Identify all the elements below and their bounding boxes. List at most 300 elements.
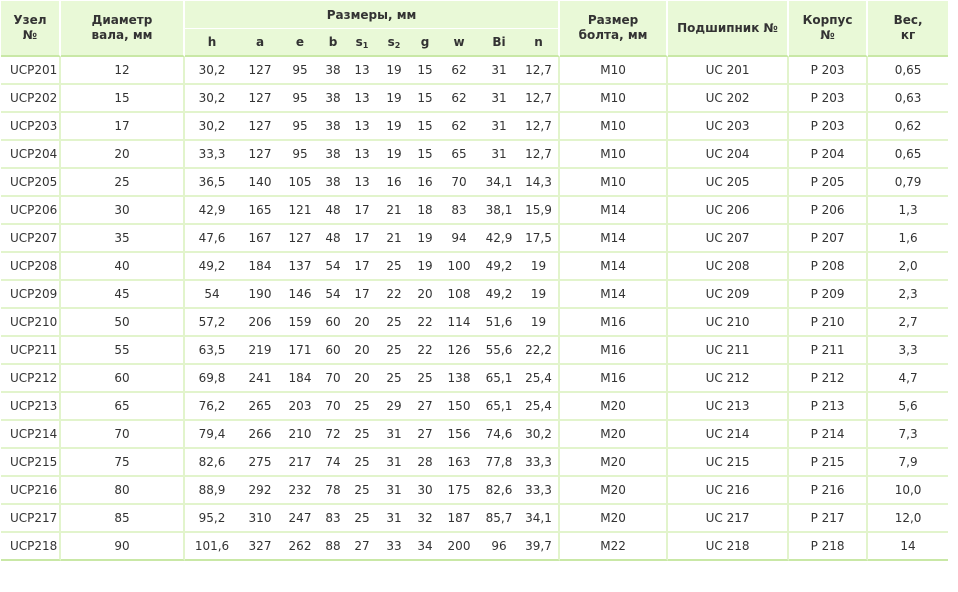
cell-bi: 31 — [479, 57, 519, 85]
cell-unit: UCP214 — [1, 421, 61, 449]
cell-bearing: UC 204 — [668, 141, 789, 169]
cell-e: 95 — [281, 85, 319, 113]
cell-housing: P 218 — [789, 533, 868, 561]
header-dim-s2 — [377, 29, 411, 57]
cell-s2: 33 — [377, 533, 411, 561]
cell-g: 34 — [411, 533, 439, 561]
cell-bolt: M10 — [560, 85, 668, 113]
header-dim-a — [239, 29, 281, 57]
cell-s2: 25 — [377, 337, 411, 365]
cell-e: 203 — [281, 393, 319, 421]
cell-b: 48 — [319, 197, 347, 225]
cell-s1: 20 — [347, 365, 377, 393]
cell-w: 65 — [439, 141, 479, 169]
cell-s2: 31 — [377, 477, 411, 505]
cell-h: 30,2 — [185, 113, 239, 141]
table-row — [1, 449, 948, 477]
cell-n: 15,9 — [519, 197, 560, 225]
cell-weight: 14 — [868, 533, 948, 561]
cell-bearing: UC 217 — [668, 505, 789, 533]
header-dim-symbol: b — [328, 35, 338, 49]
cell-h: 79,4 — [185, 421, 239, 449]
cell-bi: 85,7 — [479, 505, 519, 533]
cell-w: 62 — [439, 57, 479, 85]
table-body — [1, 57, 948, 561]
cell-bearing: UC 215 — [668, 449, 789, 477]
cell-weight: 10,0 — [868, 477, 948, 505]
cell-s2: 25 — [377, 365, 411, 393]
cell-shaft: 85 — [61, 505, 185, 533]
cell-w: 70 — [439, 169, 479, 197]
cell-h: 57,2 — [185, 309, 239, 337]
cell-unit: UCP209 — [1, 281, 61, 309]
cell-weight: 2,0 — [868, 253, 948, 281]
cell-e: 95 — [281, 141, 319, 169]
cell-weight: 5,6 — [868, 393, 948, 421]
cell-e: 247 — [281, 505, 319, 533]
cell-bearing: UC 201 — [668, 57, 789, 85]
cell-s2: 29 — [377, 393, 411, 421]
table-row — [1, 225, 948, 253]
cell-housing: P 213 — [789, 393, 868, 421]
cell-e: 95 — [281, 113, 319, 141]
cell-shaft: 25 — [61, 169, 185, 197]
cell-bolt: M20 — [560, 477, 668, 505]
cell-s2: 31 — [377, 505, 411, 533]
cell-shaft: 45 — [61, 281, 185, 309]
table-row — [1, 85, 948, 113]
cell-b: 60 — [319, 309, 347, 337]
cell-s1: 17 — [347, 225, 377, 253]
cell-bolt: M16 — [560, 309, 668, 337]
cell-e: 210 — [281, 421, 319, 449]
cell-b: 54 — [319, 253, 347, 281]
cell-n: 12,7 — [519, 85, 560, 113]
cell-n: 22,2 — [519, 337, 560, 365]
cell-s2: 21 — [377, 225, 411, 253]
cell-e: 95 — [281, 57, 319, 85]
cell-s2: 31 — [377, 421, 411, 449]
header-dim-subscript: 1 — [362, 40, 369, 50]
cell-bearing: UC 210 — [668, 309, 789, 337]
cell-housing: P 205 — [789, 169, 868, 197]
cell-n: 34,1 — [519, 505, 560, 533]
cell-bi: 51,6 — [479, 309, 519, 337]
header-bolt-line1: Размер — [587, 13, 639, 27]
header-housing-line1: Корпус — [802, 13, 853, 27]
cell-bolt: M20 — [560, 393, 668, 421]
cell-h: 101,6 — [185, 533, 239, 561]
cell-h: 47,6 — [185, 225, 239, 253]
header-dim-w — [439, 29, 479, 57]
header-dim-s1 — [347, 29, 377, 57]
cell-shaft: 15 — [61, 85, 185, 113]
cell-s1: 13 — [347, 169, 377, 197]
cell-n: 25,4 — [519, 393, 560, 421]
table-row — [1, 393, 948, 421]
cell-s2: 19 — [377, 113, 411, 141]
cell-w: 138 — [439, 365, 479, 393]
cell-a: 206 — [239, 309, 281, 337]
cell-bi: 49,2 — [479, 281, 519, 309]
table-row — [1, 309, 948, 337]
cell-a: 219 — [239, 337, 281, 365]
cell-housing: P 203 — [789, 85, 868, 113]
cell-unit: UCP218 — [1, 533, 61, 561]
cell-housing: P 207 — [789, 225, 868, 253]
cell-weight: 0,79 — [868, 169, 948, 197]
cell-bearing: UC 207 — [668, 225, 789, 253]
header-dim-symbol: h — [207, 35, 217, 49]
cell-h: 30,2 — [185, 57, 239, 85]
cell-housing: P 204 — [789, 141, 868, 169]
cell-b: 54 — [319, 281, 347, 309]
cell-g: 18 — [411, 197, 439, 225]
cell-b: 38 — [319, 169, 347, 197]
cell-shaft: 80 — [61, 477, 185, 505]
cell-s1: 13 — [347, 113, 377, 141]
header-unit-line2: № — [22, 28, 38, 42]
header-dim-symbol: w — [453, 35, 465, 49]
cell-h: 54 — [185, 281, 239, 309]
cell-bi: 77,8 — [479, 449, 519, 477]
cell-h: 42,9 — [185, 197, 239, 225]
header-bolt-line2: болта, мм — [578, 28, 648, 42]
cell-unit: UCP202 — [1, 85, 61, 113]
header-dim-b — [319, 29, 347, 57]
cell-w: 200 — [439, 533, 479, 561]
cell-weight: 0,62 — [868, 113, 948, 141]
cell-b: 72 — [319, 421, 347, 449]
cell-shaft: 65 — [61, 393, 185, 421]
cell-shaft: 75 — [61, 449, 185, 477]
cell-b: 38 — [319, 57, 347, 85]
cell-a: 127 — [239, 57, 281, 85]
cell-bi: 31 — [479, 141, 519, 169]
cell-bi: 74,6 — [479, 421, 519, 449]
cell-h: 95,2 — [185, 505, 239, 533]
cell-bi: 42,9 — [479, 225, 519, 253]
header-unit — [1, 1, 61, 57]
cell-s1: 25 — [347, 505, 377, 533]
cell-b: 74 — [319, 449, 347, 477]
cell-shaft: 70 — [61, 421, 185, 449]
cell-e: 184 — [281, 365, 319, 393]
cell-s2: 22 — [377, 281, 411, 309]
cell-bi: 55,6 — [479, 337, 519, 365]
cell-weight: 12,0 — [868, 505, 948, 533]
cell-n: 19 — [519, 281, 560, 309]
cell-a: 184 — [239, 253, 281, 281]
cell-unit: UCP213 — [1, 393, 61, 421]
cell-g: 32 — [411, 505, 439, 533]
cell-bearing: UC 202 — [668, 85, 789, 113]
cell-unit: UCP216 — [1, 477, 61, 505]
cell-e: 171 — [281, 337, 319, 365]
cell-g: 22 — [411, 337, 439, 365]
cell-w: 187 — [439, 505, 479, 533]
cell-bolt: M14 — [560, 225, 668, 253]
cell-housing: P 210 — [789, 309, 868, 337]
cell-w: 114 — [439, 309, 479, 337]
cell-e: 217 — [281, 449, 319, 477]
cell-housing: P 211 — [789, 337, 868, 365]
header-dim-symbol: s — [355, 34, 363, 49]
header-housing — [789, 1, 868, 57]
cell-e: 127 — [281, 225, 319, 253]
cell-housing: P 215 — [789, 449, 868, 477]
cell-e: 159 — [281, 309, 319, 337]
header-bearing: Подшипник № — [668, 1, 789, 57]
cell-a: 266 — [239, 421, 281, 449]
cell-g: 15 — [411, 141, 439, 169]
cell-n: 12,7 — [519, 113, 560, 141]
cell-w: 83 — [439, 197, 479, 225]
header-dimensions: Размеры, мм — [185, 1, 560, 29]
cell-n: 30,2 — [519, 421, 560, 449]
cell-h: 63,5 — [185, 337, 239, 365]
cell-unit: UCP204 — [1, 141, 61, 169]
cell-w: 150 — [439, 393, 479, 421]
header-unit-line1: Узел — [13, 13, 47, 27]
cell-g: 30 — [411, 477, 439, 505]
cell-weight: 3,3 — [868, 337, 948, 365]
cell-g: 15 — [411, 57, 439, 85]
table-row — [1, 477, 948, 505]
cell-shaft: 30 — [61, 197, 185, 225]
cell-shaft: 90 — [61, 533, 185, 561]
cell-weight: 1,3 — [868, 197, 948, 225]
cell-n: 14,3 — [519, 169, 560, 197]
cell-bi: 96 — [479, 533, 519, 561]
cell-unit: UCP215 — [1, 449, 61, 477]
cell-b: 83 — [319, 505, 347, 533]
cell-a: 292 — [239, 477, 281, 505]
cell-unit: UCP211 — [1, 337, 61, 365]
header-dim-n — [519, 29, 560, 57]
cell-s1: 17 — [347, 281, 377, 309]
cell-bearing: UC 206 — [668, 197, 789, 225]
header-dim-symbol: Bi — [492, 35, 506, 49]
cell-shaft: 40 — [61, 253, 185, 281]
cell-weight: 7,9 — [868, 449, 948, 477]
cell-a: 127 — [239, 141, 281, 169]
cell-s1: 17 — [347, 197, 377, 225]
cell-e: 137 — [281, 253, 319, 281]
cell-g: 25 — [411, 365, 439, 393]
cell-housing: P 208 — [789, 253, 868, 281]
cell-b: 78 — [319, 477, 347, 505]
cell-housing: P 209 — [789, 281, 868, 309]
cell-bolt: M16 — [560, 365, 668, 393]
cell-a: 165 — [239, 197, 281, 225]
cell-weight: 0,65 — [868, 141, 948, 169]
cell-unit: UCP203 — [1, 113, 61, 141]
cell-w: 62 — [439, 113, 479, 141]
cell-s1: 27 — [347, 533, 377, 561]
cell-s1: 25 — [347, 421, 377, 449]
header-dim-g — [411, 29, 439, 57]
cell-bearing: UC 218 — [668, 533, 789, 561]
cell-h: 76,2 — [185, 393, 239, 421]
cell-a: 275 — [239, 449, 281, 477]
cell-n: 19 — [519, 309, 560, 337]
cell-g: 19 — [411, 225, 439, 253]
cell-bi: 65,1 — [479, 365, 519, 393]
cell-unit: UCP207 — [1, 225, 61, 253]
cell-b: 70 — [319, 393, 347, 421]
table-row — [1, 113, 948, 141]
cell-e: 262 — [281, 533, 319, 561]
cell-e: 232 — [281, 477, 319, 505]
cell-housing: P 203 — [789, 57, 868, 85]
cell-s1: 13 — [347, 85, 377, 113]
header-dim-h — [185, 29, 239, 57]
cell-unit: UCP208 — [1, 253, 61, 281]
cell-w: 94 — [439, 225, 479, 253]
cell-s2: 21 — [377, 197, 411, 225]
cell-unit: UCP217 — [1, 505, 61, 533]
cell-bolt: M16 — [560, 337, 668, 365]
cell-shaft: 17 — [61, 113, 185, 141]
cell-g: 28 — [411, 449, 439, 477]
cell-b: 88 — [319, 533, 347, 561]
cell-w: 108 — [439, 281, 479, 309]
cell-b: 38 — [319, 141, 347, 169]
cell-bearing: UC 213 — [668, 393, 789, 421]
cell-bearing: UC 214 — [668, 421, 789, 449]
cell-w: 100 — [439, 253, 479, 281]
bearing-units-table — [1, 1, 948, 561]
cell-s1: 17 — [347, 253, 377, 281]
cell-w: 62 — [439, 85, 479, 113]
cell-shaft: 55 — [61, 337, 185, 365]
cell-bolt: M10 — [560, 57, 668, 85]
cell-bi: 34,1 — [479, 169, 519, 197]
cell-h: 88,9 — [185, 477, 239, 505]
cell-w: 163 — [439, 449, 479, 477]
cell-s1: 13 — [347, 57, 377, 85]
header-dim-symbol: e — [295, 35, 305, 49]
cell-e: 146 — [281, 281, 319, 309]
cell-bolt: M10 — [560, 169, 668, 197]
table-row — [1, 197, 948, 225]
cell-bolt: M10 — [560, 141, 668, 169]
cell-g: 16 — [411, 169, 439, 197]
table-header — [1, 1, 948, 57]
cell-a: 127 — [239, 113, 281, 141]
header-dim-bi — [479, 29, 519, 57]
cell-bolt: M20 — [560, 449, 668, 477]
cell-housing: P 217 — [789, 505, 868, 533]
cell-g: 20 — [411, 281, 439, 309]
cell-shaft: 60 — [61, 365, 185, 393]
header-shaft — [61, 1, 185, 57]
cell-b: 60 — [319, 337, 347, 365]
cell-a: 310 — [239, 505, 281, 533]
cell-w: 126 — [439, 337, 479, 365]
table-row — [1, 337, 948, 365]
cell-n: 33,3 — [519, 477, 560, 505]
cell-housing: P 214 — [789, 421, 868, 449]
cell-s1: 25 — [347, 477, 377, 505]
cell-a: 167 — [239, 225, 281, 253]
header-dim-subscript: 2 — [394, 40, 401, 50]
cell-shaft: 20 — [61, 141, 185, 169]
cell-bolt: M20 — [560, 505, 668, 533]
cell-housing: P 206 — [789, 197, 868, 225]
table-row — [1, 253, 948, 281]
cell-n: 39,7 — [519, 533, 560, 561]
cell-bolt: M20 — [560, 421, 668, 449]
cell-h: 30,2 — [185, 85, 239, 113]
cell-n: 25,4 — [519, 365, 560, 393]
cell-n: 12,7 — [519, 141, 560, 169]
cell-a: 241 — [239, 365, 281, 393]
cell-unit: UCP206 — [1, 197, 61, 225]
cell-e: 105 — [281, 169, 319, 197]
cell-s1: 20 — [347, 337, 377, 365]
cell-shaft: 50 — [61, 309, 185, 337]
table-row — [1, 141, 948, 169]
header-dim-e — [281, 29, 319, 57]
cell-bolt: M10 — [560, 113, 668, 141]
cell-s1: 25 — [347, 393, 377, 421]
cell-shaft: 12 — [61, 57, 185, 85]
cell-a: 190 — [239, 281, 281, 309]
table-row — [1, 421, 948, 449]
cell-g: 22 — [411, 309, 439, 337]
cell-b: 48 — [319, 225, 347, 253]
cell-bi: 65,1 — [479, 393, 519, 421]
table-row — [1, 365, 948, 393]
cell-h: 33,3 — [185, 141, 239, 169]
cell-weight: 0,63 — [868, 85, 948, 113]
table-row — [1, 57, 948, 85]
cell-bi: 49,2 — [479, 253, 519, 281]
cell-unit: UCP205 — [1, 169, 61, 197]
cell-n: 33,3 — [519, 449, 560, 477]
cell-s1: 13 — [347, 141, 377, 169]
cell-s2: 19 — [377, 85, 411, 113]
cell-s2: 31 — [377, 449, 411, 477]
cell-a: 265 — [239, 393, 281, 421]
header-weight-line1: Вес, — [893, 13, 923, 27]
cell-s2: 16 — [377, 169, 411, 197]
cell-bearing: UC 211 — [668, 337, 789, 365]
header-dim-symbol: s — [387, 34, 395, 49]
header-bolt — [560, 1, 668, 57]
header-shaft-line2: вала, мм — [91, 28, 153, 42]
cell-h: 36,5 — [185, 169, 239, 197]
cell-bi: 38,1 — [479, 197, 519, 225]
cell-a: 127 — [239, 85, 281, 113]
cell-n: 19 — [519, 253, 560, 281]
cell-bi: 31 — [479, 113, 519, 141]
cell-w: 156 — [439, 421, 479, 449]
cell-h: 69,8 — [185, 365, 239, 393]
cell-g: 19 — [411, 253, 439, 281]
header-dim-symbol: n — [534, 35, 543, 49]
cell-b: 38 — [319, 113, 347, 141]
bearing-units-table-container — [1, 1, 948, 561]
cell-e: 121 — [281, 197, 319, 225]
cell-unit: UCP201 — [1, 57, 61, 85]
cell-s2: 19 — [377, 57, 411, 85]
cell-s2: 25 — [377, 253, 411, 281]
table-row — [1, 281, 948, 309]
cell-a: 140 — [239, 169, 281, 197]
